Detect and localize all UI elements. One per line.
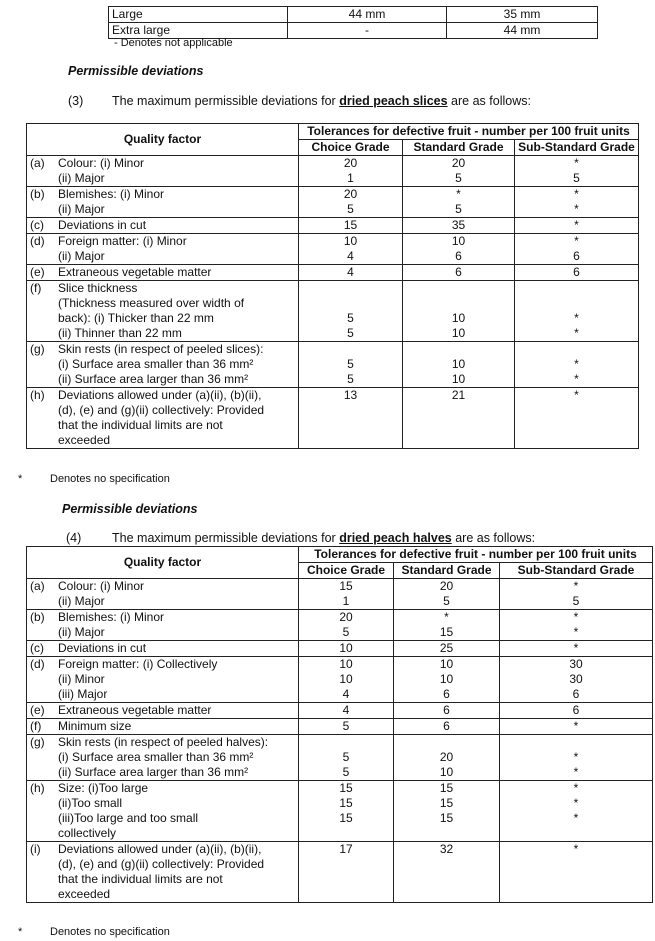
sub-value: * xyxy=(573,579,579,593)
choice-value-cell xyxy=(299,156,403,187)
factor-line: (ii) Minor xyxy=(58,672,105,686)
standard-value: * xyxy=(444,610,449,624)
standard-value: 10 xyxy=(451,372,466,386)
standard-value: 6 xyxy=(455,265,462,279)
standard-value xyxy=(406,342,511,357)
choice-value-cell xyxy=(299,579,394,610)
factor-line: Extraneous vegetable matter xyxy=(58,703,212,717)
sub-value: * xyxy=(574,187,579,201)
choice-value: 5 xyxy=(347,357,354,371)
standard-value: 6 xyxy=(455,249,462,263)
standard-value-cell xyxy=(403,234,515,265)
section4-number: (4) xyxy=(66,531,82,545)
sub-value: * xyxy=(574,388,579,402)
standard-value: 10 xyxy=(451,326,466,340)
choice-grade-header: Choice Grade xyxy=(299,140,403,156)
standard-value-cell xyxy=(394,842,500,903)
section3-footnote: Denotes no specification xyxy=(50,473,170,485)
factor-line: (i) Surface area smaller than 36 mm² xyxy=(58,357,254,371)
sub-value: 6 xyxy=(573,249,580,263)
sub-value: * xyxy=(574,372,579,386)
row-key: (d) xyxy=(30,657,45,671)
choice-value: 5 xyxy=(342,750,350,764)
table-row xyxy=(27,218,639,234)
row-key: (e) xyxy=(30,265,45,279)
row-key: (b) xyxy=(30,187,45,201)
row-key: (g) xyxy=(30,342,45,356)
sub-value xyxy=(503,887,649,902)
sub-value-cell xyxy=(515,156,639,187)
choice-value-cell xyxy=(299,703,394,719)
factor-line: Colour: (i) Minor xyxy=(58,156,145,170)
factor-line: (iii) Major xyxy=(58,687,108,701)
factor-line: Minimum size xyxy=(58,719,132,733)
standard-value-cell xyxy=(403,281,515,342)
choice-value: 20 xyxy=(343,187,358,201)
standard-value: 10 xyxy=(451,234,466,248)
row-key: (h) xyxy=(30,781,45,795)
table-row xyxy=(27,342,639,388)
quality-factor-cell xyxy=(27,388,299,449)
choice-value: 20 xyxy=(339,610,353,624)
standard-value: 20 xyxy=(439,750,454,764)
choice-value-cell xyxy=(299,735,394,781)
section3-intro-text: The maximum permissible deviations for xyxy=(112,94,340,108)
sub-value: * xyxy=(573,750,579,764)
standard-value-cell xyxy=(394,703,500,719)
factor-line: (ii) Thinner than 22 mm xyxy=(58,326,182,340)
sub-value-cell xyxy=(500,842,653,903)
choice-value-cell xyxy=(299,781,394,842)
row-key: (f) xyxy=(30,719,42,733)
sub-value: * xyxy=(574,326,579,340)
table-row xyxy=(27,781,653,842)
choice-value-cell xyxy=(299,265,403,281)
choice-value: 5 xyxy=(347,326,354,340)
standard-value xyxy=(406,433,511,448)
sub-value: * xyxy=(573,641,579,655)
factor-line: exceeded xyxy=(58,433,111,447)
footnote-star: * xyxy=(18,473,23,485)
sub-value-cell xyxy=(515,187,639,218)
sub-value: 5 xyxy=(572,594,580,608)
factor-line: Deviations in cut xyxy=(58,218,147,232)
choice-value-cell xyxy=(299,281,403,342)
factor-line: Blemishes: (i) Minor xyxy=(58,187,165,201)
standard-value: 10 xyxy=(451,357,466,371)
quality-factor-cell xyxy=(27,265,299,281)
standard-value-cell xyxy=(394,641,500,657)
choice-value-cell xyxy=(299,842,394,903)
factor-line: (i) Surface area smaller than 36 mm² xyxy=(58,750,254,764)
standard-value-cell xyxy=(403,342,515,388)
size-value: - xyxy=(288,23,447,39)
quality-factor-cell xyxy=(27,187,299,218)
factor-line: Size: (i)Too large xyxy=(58,781,149,795)
choice-value xyxy=(302,433,399,448)
standard-value-cell xyxy=(394,719,500,735)
row-key: (c) xyxy=(30,218,44,232)
factor-line: (ii) Major xyxy=(58,594,105,608)
standard-value xyxy=(406,296,511,311)
factor-line: Colour: (i) Minor xyxy=(58,579,145,593)
choice-value xyxy=(302,887,390,902)
size-label: Extra large xyxy=(109,23,288,39)
choice-value-cell xyxy=(299,342,403,388)
factor-line: (ii) Surface area larger than 36 mm² xyxy=(58,372,249,386)
quality-factor-cell xyxy=(27,610,299,641)
footnote-star: * xyxy=(18,926,23,938)
sub-value xyxy=(518,403,635,418)
substandard-grade-header: Sub-Standard Grade xyxy=(515,140,639,156)
table-row xyxy=(27,281,639,342)
quality-factor-cell xyxy=(27,719,299,735)
quality-factor-cell xyxy=(27,781,299,842)
row-key: (i) xyxy=(30,842,41,856)
choice-value: 15 xyxy=(339,796,353,810)
standard-value-cell xyxy=(403,388,515,449)
section4-product: dried peach halves xyxy=(339,531,452,545)
factor-line: (Thickness measured over width of xyxy=(58,296,245,310)
choice-value-cell xyxy=(299,657,394,703)
standard-value: 6 xyxy=(443,687,450,701)
choice-value: 15 xyxy=(343,218,358,232)
choice-value: 5 xyxy=(342,765,350,779)
row-key: (g) xyxy=(30,735,45,749)
standard-value-cell xyxy=(394,781,500,842)
factor-line: collectively xyxy=(58,826,117,840)
standard-value: 6 xyxy=(443,703,450,717)
sub-value-cell xyxy=(515,218,639,234)
choice-value-cell xyxy=(299,641,394,657)
row-key: (b) xyxy=(30,610,45,624)
standard-value-cell xyxy=(394,579,500,610)
factor-line: (ii)Too small xyxy=(58,796,123,810)
factor-line: Skin rests (in respect of peeled halves): xyxy=(58,735,269,749)
choice-value xyxy=(302,281,399,296)
standard-value: 5 xyxy=(455,202,462,216)
sub-value: * xyxy=(573,781,579,795)
sub-value: 6 xyxy=(572,687,580,701)
standard-value: 15 xyxy=(439,625,454,639)
choice-value xyxy=(302,296,399,311)
choice-value: 20 xyxy=(343,156,358,170)
section3-intro-end: are as follows: xyxy=(447,94,531,108)
standard-value xyxy=(397,735,496,750)
choice-value: 5 xyxy=(347,311,354,325)
section3-product: dried peach slices xyxy=(339,94,448,108)
size-value: 44 mm xyxy=(447,23,598,39)
size-label: Large xyxy=(109,7,288,23)
sub-value: * xyxy=(573,765,579,779)
table-row xyxy=(27,265,639,281)
sub-value: * xyxy=(573,842,579,856)
factor-line: back): (i) Thicker than 22 mm xyxy=(58,311,214,325)
standard-value-cell xyxy=(394,735,500,781)
factor-line: Blemishes: (i) Minor xyxy=(58,610,165,624)
standard-value-cell xyxy=(403,265,515,281)
quality-factor-cell xyxy=(27,218,299,234)
size-value: 35 mm xyxy=(447,7,598,23)
row-key: (d) xyxy=(30,234,45,248)
deviations-table-slices xyxy=(26,123,639,449)
factor-line: exceeded xyxy=(58,887,111,901)
sub-value-cell xyxy=(500,719,653,735)
standard-value: * xyxy=(456,187,461,201)
sub-value-cell xyxy=(500,641,653,657)
choice-value: 4 xyxy=(342,687,350,701)
choice-value: 4 xyxy=(342,703,350,717)
section3-number: (3) xyxy=(68,94,84,108)
choice-value: 5 xyxy=(342,719,350,733)
row-key: (e) xyxy=(30,703,45,717)
deviations-table-halves xyxy=(26,546,653,903)
standard-value: 10 xyxy=(451,311,466,325)
factor-line: (d), (e) and (g)(ii) collectively: Provided xyxy=(58,403,265,417)
sub-value: * xyxy=(574,311,579,325)
standard-value-cell xyxy=(403,156,515,187)
factor-line: (ii) Major xyxy=(58,202,105,216)
sub-value-cell xyxy=(500,657,653,703)
table-row xyxy=(109,7,598,23)
choice-value: 1 xyxy=(342,594,350,608)
choice-value-cell xyxy=(299,218,403,234)
choice-value: 4 xyxy=(347,265,354,279)
sub-value-cell xyxy=(500,781,653,842)
factor-line: Deviations allowed under (a)(ii), (b)(ii), xyxy=(58,842,262,856)
sub-value xyxy=(503,826,649,841)
sub-value: * xyxy=(573,610,579,624)
section4-footnote: Denotes no specification xyxy=(50,926,170,938)
choice-value xyxy=(302,872,390,887)
factor-line: Slice thickness xyxy=(58,281,138,295)
factor-line: Deviations in cut xyxy=(58,641,147,655)
standard-value: 10 xyxy=(439,765,454,779)
standard-value xyxy=(406,403,511,418)
standard-value: 10 xyxy=(439,657,454,671)
choice-value: 5 xyxy=(347,202,354,216)
standard-value: 15 xyxy=(439,796,454,810)
sub-value xyxy=(503,857,649,872)
standard-value-cell xyxy=(394,657,500,703)
standard-value: 10 xyxy=(439,672,454,686)
factor-line: (ii) Major xyxy=(58,171,105,185)
sub-value-cell xyxy=(515,234,639,265)
choice-value: 10 xyxy=(343,234,358,248)
quality-factor-cell xyxy=(27,735,299,781)
sub-value-cell xyxy=(500,579,653,610)
quality-factor-cell xyxy=(27,156,299,187)
sub-value-cell xyxy=(500,735,653,781)
table-row xyxy=(27,234,639,265)
sub-value: 30 xyxy=(569,657,583,671)
quality-factor-cell xyxy=(27,281,299,342)
factor-line: (ii) Surface area larger than 36 mm² xyxy=(58,765,249,779)
sub-value: * xyxy=(573,811,579,825)
sub-value xyxy=(503,872,649,887)
table-row xyxy=(27,719,653,735)
sub-value: * xyxy=(574,357,579,371)
sub-value: 5 xyxy=(573,171,580,185)
choice-value xyxy=(302,826,390,841)
sub-value: * xyxy=(573,719,579,733)
choice-value xyxy=(302,857,390,872)
factor-line: that the individual limits are not xyxy=(58,418,223,432)
standard-value: 20 xyxy=(439,579,454,593)
size-table xyxy=(108,6,598,39)
sub-value xyxy=(518,296,635,311)
section4-intro-text: The maximum permissible deviations for xyxy=(112,531,340,545)
choice-value: 10 xyxy=(339,641,353,655)
standard-value: 5 xyxy=(455,171,462,185)
sub-value-cell xyxy=(500,703,653,719)
choice-value: 5 xyxy=(342,625,350,639)
choice-value: 1 xyxy=(347,171,354,185)
factor-line: Foreign matter: (i) Minor xyxy=(58,234,187,248)
factor-line: (d), (e) and (g)(ii) collectively: Provided xyxy=(58,857,265,871)
choice-value: 4 xyxy=(347,249,354,263)
size-table-note: - Denotes not applicable xyxy=(114,37,233,49)
standard-value: 32 xyxy=(439,842,454,856)
sub-value: 30 xyxy=(569,672,583,686)
choice-value: 15 xyxy=(339,781,353,795)
choice-value: 10 xyxy=(339,657,353,671)
choice-value: 15 xyxy=(339,579,353,593)
standard-value xyxy=(406,281,511,296)
quality-factor-cell xyxy=(27,579,299,610)
table-row xyxy=(27,156,639,187)
section3-intro xyxy=(68,94,531,108)
sub-value xyxy=(503,735,649,750)
quality-factor-cell xyxy=(27,641,299,657)
sub-value: * xyxy=(573,625,579,639)
factor-line: Skin rests (in respect of peeled slices): xyxy=(58,342,264,356)
sub-value: * xyxy=(574,218,579,232)
row-key: (a) xyxy=(30,579,45,593)
standard-value xyxy=(397,887,496,902)
choice-value: 17 xyxy=(339,842,353,856)
tolerances-header: Tolerances for defective fruit - number per 100 fruit units xyxy=(299,547,653,563)
table-row xyxy=(27,579,653,610)
sub-value: 6 xyxy=(573,265,580,279)
table-row xyxy=(27,703,653,719)
standard-value: 20 xyxy=(451,156,466,170)
quality-factor-header: Quality factor xyxy=(27,124,299,156)
choice-value-cell xyxy=(299,234,403,265)
standard-value xyxy=(397,857,496,872)
choice-value-cell xyxy=(299,719,394,735)
choice-value xyxy=(302,403,399,418)
substandard-grade-header: Sub-Standard Grade xyxy=(500,563,653,579)
choice-value-cell xyxy=(299,610,394,641)
sub-value xyxy=(518,281,635,296)
standard-value-cell xyxy=(394,610,500,641)
quality-factor-cell xyxy=(27,657,299,703)
tolerances-header: Tolerances for defective fruit - number per 100 fruit units xyxy=(299,124,639,140)
sub-value-cell xyxy=(500,610,653,641)
choice-value xyxy=(302,735,390,750)
factor-line: Foreign matter: (i) Collectively xyxy=(58,657,218,671)
choice-value-cell xyxy=(299,388,403,449)
row-key: (h) xyxy=(30,388,45,402)
size-value: 44 mm xyxy=(288,7,447,23)
factor-line: (ii) Major xyxy=(58,249,105,263)
standard-value: 21 xyxy=(451,388,466,402)
standard-value xyxy=(397,826,496,841)
table-row xyxy=(27,657,653,703)
table-row xyxy=(27,610,653,641)
sub-value xyxy=(518,433,635,448)
factor-line: (iii)Too large and too small xyxy=(58,811,199,825)
section4-intro-end: are as follows: xyxy=(451,531,536,545)
factor-line: that the individual limits are not xyxy=(58,872,223,886)
standard-value: 25 xyxy=(439,641,454,655)
choice-grade-header: Choice Grade xyxy=(299,563,394,579)
table-row xyxy=(27,388,639,449)
sub-value-cell xyxy=(515,388,639,449)
standard-value-cell xyxy=(403,187,515,218)
sub-value: * xyxy=(573,796,579,810)
sub-value-cell xyxy=(515,281,639,342)
choice-value xyxy=(302,342,399,357)
section3-heading: Permissible deviations xyxy=(68,64,204,78)
factor-line: Deviations allowed under (a)(ii), (b)(ii), xyxy=(58,388,262,402)
choice-value xyxy=(302,418,399,433)
standard-value xyxy=(406,418,511,433)
choice-value: 13 xyxy=(343,388,358,402)
standard-value: 6 xyxy=(443,719,450,733)
row-key: (f) xyxy=(30,281,42,295)
section4-intro xyxy=(66,531,535,545)
sub-value-cell xyxy=(515,265,639,281)
table-row xyxy=(27,187,639,218)
standard-value xyxy=(397,872,496,887)
standard-value: 15 xyxy=(439,811,454,825)
sub-value: * xyxy=(574,202,579,216)
sub-value: * xyxy=(574,156,579,170)
choice-value: 15 xyxy=(339,811,353,825)
sub-value-cell xyxy=(515,342,639,388)
factor-line: Extraneous vegetable matter xyxy=(58,265,212,279)
standard-value-cell xyxy=(403,218,515,234)
quality-factor-cell xyxy=(27,234,299,265)
quality-factor-header: Quality factor xyxy=(27,547,299,579)
factor-line: (ii) Major xyxy=(58,625,105,639)
row-key: (c) xyxy=(30,641,44,655)
sub-value: 6 xyxy=(572,703,580,717)
section4-heading: Permissible deviations xyxy=(62,502,198,516)
sub-value: * xyxy=(574,234,579,248)
choice-value: 10 xyxy=(339,672,353,686)
quality-factor-cell xyxy=(27,842,299,903)
table-row xyxy=(27,735,653,781)
row-key: (a) xyxy=(30,156,45,170)
choice-value: 5 xyxy=(347,372,354,386)
standard-grade-header: Standard Grade xyxy=(394,563,500,579)
table-row xyxy=(27,842,653,903)
standard-grade-header: Standard Grade xyxy=(403,140,515,156)
choice-value-cell xyxy=(299,187,403,218)
quality-factor-cell xyxy=(27,703,299,719)
sub-value xyxy=(518,342,635,357)
standard-value: 5 xyxy=(443,594,450,608)
table-row xyxy=(27,641,653,657)
standard-value: 35 xyxy=(451,218,466,232)
quality-factor-cell xyxy=(27,342,299,388)
sub-value xyxy=(518,418,635,433)
standard-value: 15 xyxy=(439,781,454,795)
